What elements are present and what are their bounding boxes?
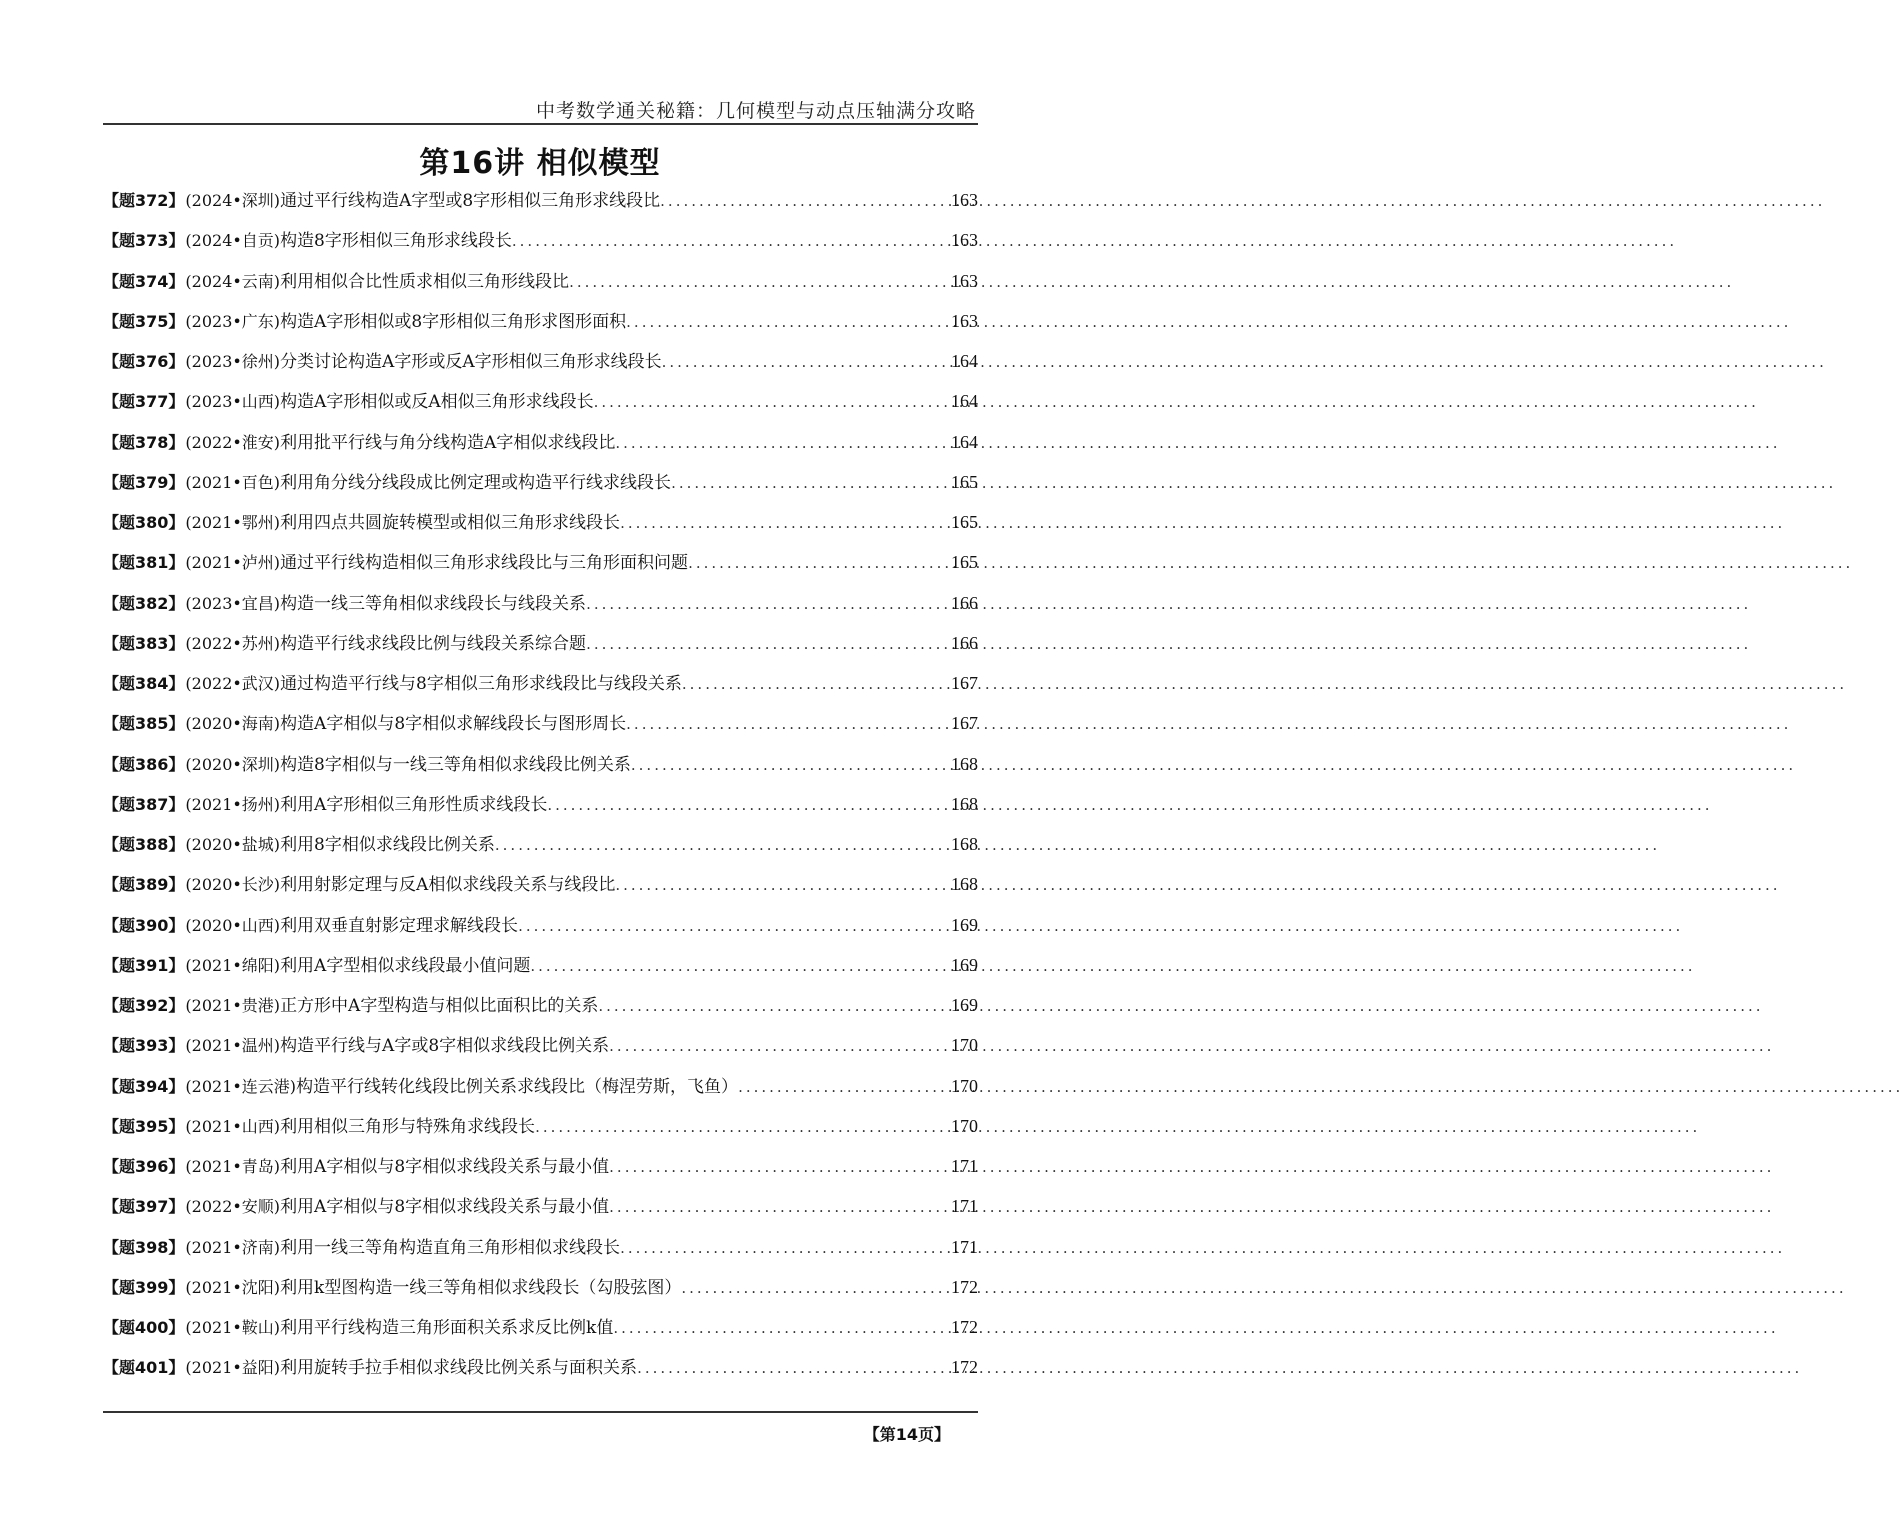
- dot-leader: [637, 1348, 949, 1388]
- dot-leader: [609, 1026, 949, 1066]
- problem-source: (2021•沈阳): [185, 1277, 281, 1297]
- page-ref: 165: [951, 512, 978, 532]
- page-ref: 165: [951, 552, 978, 573]
- problem-title: 利用k型图构造一线三等角相似求线段长（勾股弦图）: [280, 1277, 682, 1298]
- problem-title: 通过平行线构造A字型或8字形相似三角形求线段比: [280, 191, 661, 211]
- running-header: 中考数学通关秘籍：几何模型与动点压轴满分攻略: [535, 100, 976, 122]
- problem-title: 利用A字形相似三角形性质求线段长: [280, 794, 548, 815]
- toc-entry[interactable]: [103, 1186, 978, 1226]
- toc-entry[interactable]: [103, 301, 978, 341]
- toc-entry[interactable]: [103, 1227, 978, 1267]
- problem-number: 【题395】: [103, 1116, 185, 1136]
- toc-entry[interactable]: [103, 1347, 978, 1387]
- problem-title: 分类讨论构造A字形或反A字形相似三角形求线段长: [280, 352, 662, 372]
- problem-number: 【题384】: [103, 674, 185, 693]
- page-ref: 167: [951, 673, 978, 693]
- problem-title: 利用角分线分线段成比例定理或构造平行线求线段长: [280, 472, 672, 493]
- toc-entry[interactable]: [103, 542, 978, 582]
- problem-title: 正方形中A字型构造与相似比面积比的关系: [280, 996, 599, 1016]
- problem-source: (2021•益阳): [185, 1358, 281, 1378]
- dot-leader: [518, 906, 949, 946]
- problem-source: (2023•山西): [185, 392, 281, 412]
- problem-source: (2023•广东): [185, 311, 281, 331]
- page-number: 【第14页】: [863, 1425, 950, 1444]
- problem-title: 利用双垂直射影定理求解线段长: [280, 915, 519, 936]
- dot-leader: [547, 785, 949, 825]
- page-ref: 171: [951, 1236, 978, 1257]
- problem-number: 【题400】: [103, 1318, 185, 1337]
- page-ref: 167: [951, 713, 978, 734]
- problem-source: (2021•鞍山): [185, 1318, 281, 1337]
- problem-number: 【题374】: [103, 271, 185, 291]
- dot-leader: [613, 1308, 949, 1348]
- toc-entry[interactable]: [103, 784, 978, 824]
- problem-source: (2021•温州): [185, 1036, 281, 1056]
- problem-source: (2021•山西): [185, 1116, 281, 1136]
- dot-leader: [609, 1147, 949, 1187]
- problem-source: (2024•深圳): [185, 191, 281, 210]
- problem-title: 利用A字相似与8字相似求线段关系与最小值: [280, 1197, 610, 1218]
- toc-entry[interactable]: [103, 663, 978, 703]
- problem-source: (2021•百色): [185, 472, 281, 492]
- toc-entry[interactable]: [103, 341, 978, 381]
- problem-number: 【题382】: [103, 593, 185, 613]
- problem-title: 构造平行线与A字或8字相似求线段比例关系: [280, 1036, 610, 1057]
- problem-title: 构造A字形相似或8字形相似三角形求图形面积: [280, 311, 627, 332]
- problem-number: 【题375】: [103, 311, 185, 331]
- toc-entry[interactable]: [103, 623, 978, 663]
- problem-title: 利用四点共圆旋转模型或相似三角形求线段长: [280, 513, 621, 533]
- problem-title: 构造8字形相似三角形求线段长: [280, 231, 512, 252]
- dot-leader: [609, 1187, 949, 1227]
- problem-number: 【题401】: [103, 1358, 185, 1378]
- toc-entry[interactable]: [103, 1066, 978, 1106]
- problem-number: 【题380】: [103, 513, 185, 532]
- dot-leader: [688, 543, 949, 583]
- problem-source: (2022•淮安): [185, 432, 281, 452]
- dot-leader: [662, 342, 949, 382]
- problem-title: 利用相似合比性质求相似三角形线段比: [280, 271, 570, 292]
- problem-number: 【题372】: [103, 191, 185, 210]
- problem-number: 【题399】: [103, 1277, 185, 1297]
- problem-number: 【题394】: [103, 1076, 185, 1096]
- problem-number: 【题376】: [103, 352, 185, 371]
- dot-leader: [530, 946, 949, 986]
- problem-source: (2021•泸州): [185, 553, 281, 573]
- toc-entry[interactable]: [103, 502, 978, 542]
- problem-source: (2021•绵阳): [185, 955, 281, 975]
- toc-entry[interactable]: [103, 945, 978, 985]
- dot-leader: [738, 1067, 949, 1107]
- problem-number: 【题396】: [103, 1157, 185, 1176]
- page-ref: 163: [951, 190, 978, 210]
- problem-source: (2021•扬州): [185, 794, 281, 814]
- page-ref: 172: [951, 1276, 978, 1297]
- problem-title: 构造A字形相似或反A相似三角形求线段长: [280, 392, 594, 413]
- dot-leader: [535, 1107, 949, 1147]
- toc-entry[interactable]: [103, 261, 978, 301]
- dot-leader: [598, 986, 949, 1026]
- problem-source: (2021•济南): [185, 1237, 281, 1257]
- page-ref: 169: [951, 954, 978, 975]
- toc-entry[interactable]: [103, 180, 978, 220]
- problem-number: 【题388】: [103, 835, 185, 854]
- problem-source: (2021•鄂州): [185, 513, 281, 532]
- page-ref: 172: [951, 1317, 978, 1337]
- header-rule: [103, 123, 978, 125]
- toc-entry[interactable]: [103, 864, 978, 904]
- page-ref: 170: [951, 1035, 978, 1056]
- toc-entry[interactable]: [103, 422, 978, 462]
- problem-title: 利用8字相似求线段比例关系: [280, 835, 495, 855]
- toc-entry[interactable]: [103, 381, 978, 421]
- footer-rule: [103, 1411, 978, 1413]
- chapter-title: 第16讲 相似模型: [419, 146, 661, 181]
- page-ref: 164: [951, 431, 978, 452]
- problem-number: 【题387】: [103, 794, 185, 814]
- problem-title: 通过平行线构造相似三角形求线段比与三角形面积问题: [280, 553, 689, 574]
- page-ref: 168: [951, 793, 978, 814]
- problem-number: 【题391】: [103, 955, 185, 975]
- problem-number: 【题386】: [103, 754, 185, 774]
- problem-source: (2021•连云港): [185, 1076, 297, 1096]
- problem-title: 通过构造平行线与8字相似三角形求线段比与线段关系: [280, 674, 682, 694]
- page-ref: 163: [951, 270, 978, 291]
- problem-title: 利用A字相似与8字相似求线段关系与最小值: [280, 1157, 610, 1177]
- problem-number: 【题383】: [103, 633, 185, 653]
- dot-leader: [594, 382, 949, 422]
- dot-leader: [626, 704, 949, 744]
- problem-source: (2020•盐城): [185, 835, 281, 854]
- toc-entry[interactable]: [103, 905, 978, 945]
- problem-source: (2023•徐州): [185, 352, 281, 371]
- toc-entry[interactable]: [103, 703, 978, 743]
- page-ref: 171: [951, 1196, 978, 1217]
- problem-source: (2020•海南): [185, 714, 281, 734]
- page-ref: 169: [951, 995, 978, 1015]
- toc-entry[interactable]: [103, 462, 978, 502]
- problem-number: 【题373】: [103, 231, 185, 251]
- dot-leader: [620, 1228, 949, 1268]
- problem-source: (2021•青岛): [185, 1157, 281, 1176]
- toc-entry[interactable]: [103, 220, 978, 260]
- problem-title: 构造A字相似与8字相似求解线段长与图形周长: [280, 714, 627, 735]
- problem-number: 【题398】: [103, 1237, 185, 1257]
- problem-source: (2020•长沙): [185, 875, 281, 895]
- dot-leader: [495, 825, 949, 865]
- page-ref: 165: [951, 471, 978, 492]
- problem-number: 【题392】: [103, 996, 185, 1015]
- dot-leader: [512, 221, 949, 261]
- toc-entry[interactable]: [103, 1106, 978, 1146]
- page-ref: 169: [951, 914, 978, 935]
- page-ref: 166: [951, 632, 978, 653]
- problem-source: (2024•自贡): [185, 231, 281, 251]
- problem-source: (2024•云南): [185, 271, 281, 291]
- page-ref: 164: [951, 351, 978, 371]
- problem-title: 利用一线三等角构造直角三角形相似求线段长: [280, 1237, 621, 1258]
- dot-leader: [615, 865, 949, 905]
- page-ref: 163: [951, 310, 978, 331]
- problem-number: 【题378】: [103, 432, 185, 452]
- toc-entry[interactable]: [103, 1267, 978, 1307]
- problem-title: 利用旋转手拉手相似求线段比例关系与面积关系: [280, 1358, 638, 1379]
- problem-title: 构造一线三等角相似求线段长与线段关系: [280, 593, 587, 614]
- toc-entry[interactable]: [103, 1307, 978, 1347]
- toc-entry[interactable]: [103, 1146, 978, 1186]
- problem-source: (2022•苏州): [185, 633, 281, 653]
- problem-title: 构造平行线转化线段比例关系求线段比（梅涅劳斯，飞鱼）: [296, 1076, 739, 1097]
- problem-title: 构造平行线求线段比例与线段关系综合题: [280, 633, 587, 654]
- problem-title: 利用相似三角形与特殊角求线段长: [280, 1116, 536, 1137]
- table-of-contents: [103, 180, 978, 1388]
- problem-title: 构造8字相似与一线三等角相似求线段比例关系: [280, 754, 631, 775]
- dot-leader: [586, 584, 949, 624]
- problem-number: 【题379】: [103, 472, 185, 492]
- toc-entry[interactable]: [103, 985, 978, 1025]
- problem-title: 利用A字型相似求线段最小值问题: [280, 955, 531, 976]
- dot-leader: [682, 664, 949, 704]
- problem-number: 【题381】: [103, 553, 185, 573]
- problem-number: 【题377】: [103, 392, 185, 412]
- problem-source: (2022•武汉): [185, 674, 281, 693]
- toc-entry[interactable]: [103, 1025, 978, 1065]
- toc-entry[interactable]: [103, 583, 978, 623]
- dot-leader: [660, 181, 949, 221]
- problem-source: (2022•安顺): [185, 1197, 281, 1217]
- problem-source: (2020•山西): [185, 915, 281, 935]
- problem-number: 【题385】: [103, 714, 185, 734]
- page-ref: 170: [951, 1075, 978, 1096]
- problem-title: 利用平行线构造三角形面积关系求反比例k值: [280, 1318, 614, 1338]
- toc-entry[interactable]: [103, 744, 978, 784]
- page-ref: 168: [951, 874, 978, 895]
- page-ref: 172: [951, 1357, 978, 1378]
- dot-leader: [671, 463, 949, 503]
- problem-number: 【题397】: [103, 1197, 185, 1217]
- page-ref: 170: [951, 1115, 978, 1136]
- page-ref: 163: [951, 230, 978, 251]
- problem-number: 【题390】: [103, 915, 185, 935]
- dot-leader: [631, 745, 949, 785]
- dot-leader: [626, 302, 949, 342]
- problem-title: 利用射影定理与反A相似求线段关系与线段比: [280, 875, 616, 896]
- dot-leader: [681, 1268, 949, 1308]
- dot-leader: [620, 503, 949, 543]
- problem-title: 利用批平行线与角分线构造A字相似求线段比: [280, 432, 616, 453]
- problem-source: (2021•贵港): [185, 996, 281, 1015]
- page-ref: 168: [951, 834, 978, 854]
- page-ref: 168: [951, 753, 978, 774]
- dot-leader: [615, 423, 949, 463]
- dot-leader: [569, 262, 949, 302]
- page-ref: 166: [951, 592, 978, 613]
- problem-number: 【题389】: [103, 875, 185, 895]
- dot-leader: [586, 624, 949, 664]
- toc-entry[interactable]: [103, 824, 978, 864]
- page-ref: 164: [951, 391, 978, 412]
- problem-number: 【题393】: [103, 1036, 185, 1056]
- problem-source: (2020•深圳): [185, 754, 281, 774]
- problem-source: (2023•宜昌): [185, 593, 281, 613]
- page-ref: 171: [951, 1156, 978, 1176]
